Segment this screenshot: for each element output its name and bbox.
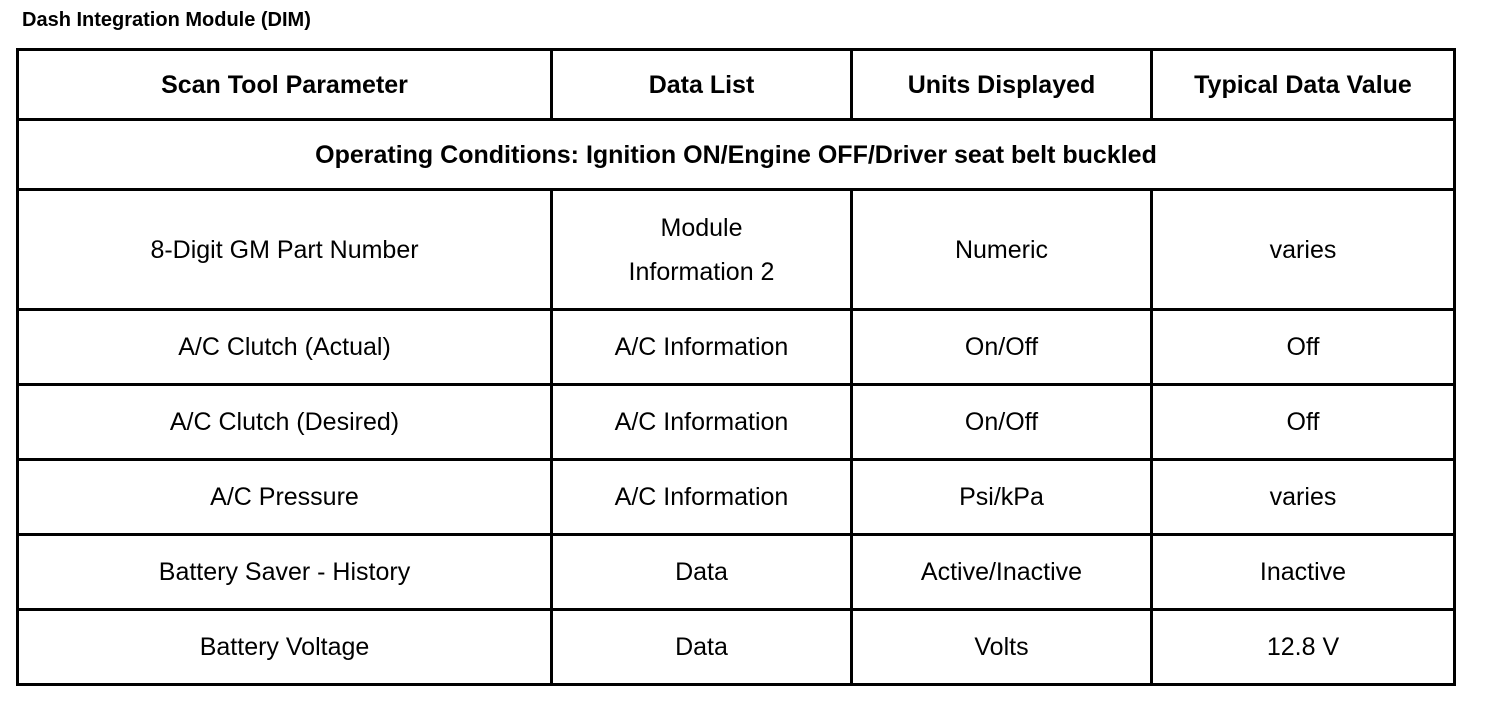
table-row (18, 310, 1455, 385)
data-list-cell: A/C Information (552, 460, 852, 535)
table-row (18, 385, 1455, 460)
parameter-cell: A/C Clutch (Actual) (18, 310, 552, 385)
units-cell: Active/Inactive (852, 535, 1152, 610)
data-list-line: Information 2 (628, 257, 775, 286)
data-list-line: Module (660, 213, 743, 242)
units-cell: Numeric (852, 190, 1152, 310)
data-list-cell: A/C Information (552, 385, 852, 460)
typical-value-cell: Off (1152, 385, 1455, 460)
table-row (18, 535, 1455, 610)
parameter-cell: A/C Pressure (18, 460, 552, 535)
header-data-list: Data List (552, 50, 852, 120)
header-units-displayed: Units Displayed (852, 50, 1152, 120)
operating-conditions-row (18, 120, 1455, 190)
units-cell: On/Off (852, 385, 1152, 460)
header-scan-tool-parameter: Scan Tool Parameter (18, 50, 552, 120)
data-list-cell: Data (552, 535, 852, 610)
header-row (18, 50, 1455, 120)
table-row (18, 190, 1455, 310)
parameter-cell: Battery Saver - History (18, 535, 552, 610)
scan-tool-data-table (16, 48, 1456, 686)
data-list-cell: A/C Information (552, 310, 852, 385)
units-cell: On/Off (852, 310, 1152, 385)
parameter-cell: 8-Digit GM Part Number (18, 190, 552, 310)
operating-conditions: Operating Conditions: Ignition ON/Engine OFF/Driver seat belt buckled (18, 120, 1455, 190)
typical-value-cell: varies (1152, 190, 1455, 310)
data-list-cell (552, 190, 852, 310)
header-typical-data-value: Typical Data Value (1152, 50, 1455, 120)
typical-value-cell: 12.8 V (1152, 610, 1455, 685)
typical-value-cell: Off (1152, 310, 1455, 385)
units-cell: Psi/kPa (852, 460, 1152, 535)
data-list-cell: Data (552, 610, 852, 685)
parameter-cell: Battery Voltage (18, 610, 552, 685)
parameter-cell: A/C Clutch (Desired) (18, 385, 552, 460)
table-row (18, 460, 1455, 535)
table-row (18, 610, 1455, 685)
typical-value-cell: varies (1152, 460, 1455, 535)
document-title: Dash Integration Module (DIM) (22, 9, 311, 31)
typical-value-cell: Inactive (1152, 535, 1455, 610)
units-cell: Volts (852, 610, 1152, 685)
